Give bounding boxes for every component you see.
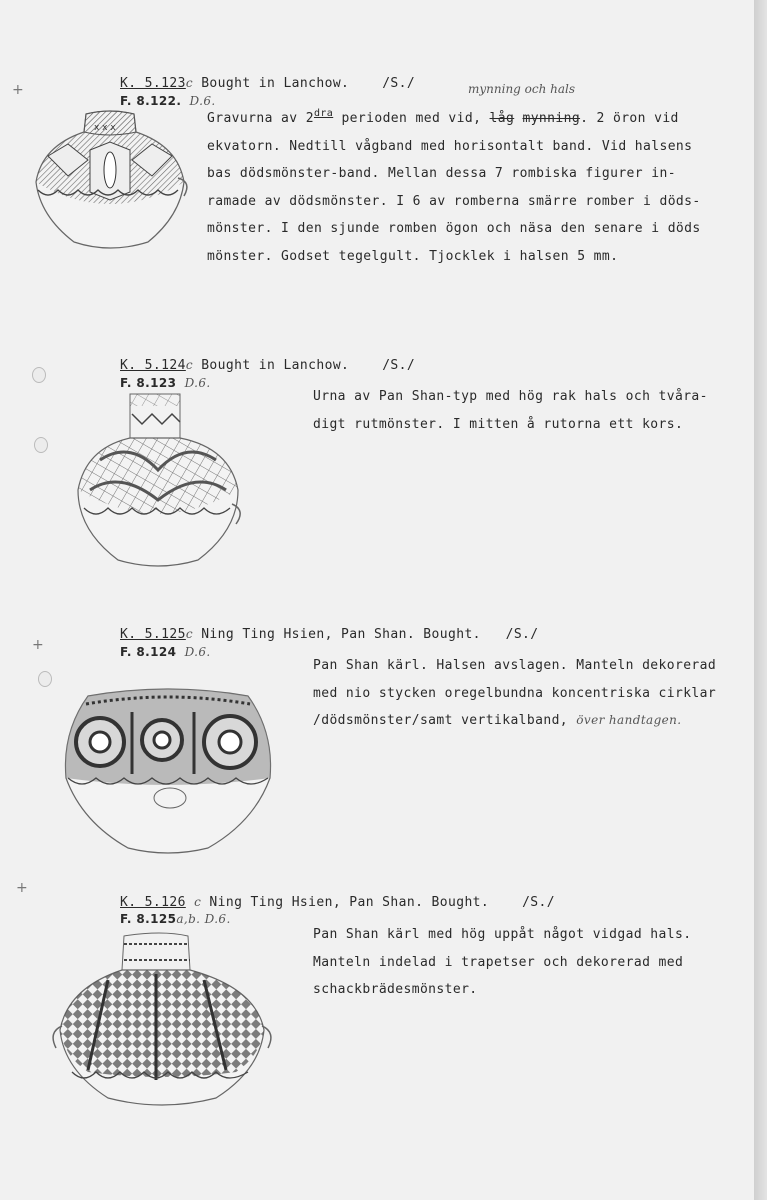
hand-note: D.6. [184, 376, 211, 390]
hand-note: a,b. D.6. [176, 912, 231, 926]
sign: /S./ [522, 895, 555, 910]
f-code: F. 8.124 [120, 645, 177, 659]
handwritten-annotation: över handtagen. [576, 713, 682, 727]
hand-note: D.6. [189, 94, 216, 108]
entry-header [120, 895, 555, 910]
description-line: Pan Shan kärl med hög uppåt något vidgad hals. [313, 927, 692, 942]
description-line: digt rutmönster. I mitten å rutorna ett kors. [313, 416, 684, 432]
description-line: ramade av dödsmönster. I 6 av romberna smärre romber i döds- [207, 193, 701, 209]
page-edge-shadow [754, 0, 767, 1200]
urn-2-drawing [70, 390, 246, 574]
k-code: K. 5.126 [120, 895, 186, 910]
f-code: F. 8.122. [120, 94, 182, 108]
entry-header [120, 627, 539, 642]
description-line: ekvatorn. Nedtill vågband med horisontalt band. Vid halsens [207, 138, 693, 154]
description-line: med nio stycken oregelbundna koncentriska cirklar [313, 685, 717, 701]
margin-cross-mark: + [32, 637, 44, 653]
entry-description [313, 383, 708, 438]
urn-4-drawing [48, 930, 278, 1112]
punch-hole [32, 367, 46, 383]
source: Ning Ting Hsien, Pan Shan. Bought. [209, 895, 490, 910]
k-code: K. 5.125 [120, 627, 186, 642]
sign: /S./ [382, 358, 416, 373]
margin-cross-mark: + [12, 82, 24, 98]
k-suffix: c [194, 895, 202, 909]
k-suffix: c [185, 358, 193, 372]
entry-header [120, 76, 415, 91]
k-suffix: c [185, 627, 193, 641]
svg-text:x x x: x x x [94, 123, 116, 133]
k-code: K. 5.124 [120, 358, 186, 373]
description-line: schackbrädesmönster. [313, 982, 478, 997]
description-line: mönster. Godset tegelgult. Tjocklek i halsen 5 mm. [207, 248, 619, 264]
hand-note: D.6. [184, 645, 211, 659]
sign: /S./ [505, 627, 539, 642]
f-code-line [120, 376, 211, 391]
entry-description [207, 100, 701, 270]
k-code: K. 5.123 [120, 76, 186, 91]
description-line: /dödsmönster/samt vertikalband, över handtagen. [313, 713, 682, 728]
description-line: Urna av Pan Shan-typ med hög rak hals och tvåra- [313, 389, 708, 404]
source: Ning Ting Hsien, Pan Shan. Bought. [201, 627, 481, 642]
entry-description [313, 921, 691, 1004]
description-line: Gravurna av $2^{dra}$ perioden med vid, låg mynning. 2 öron vid [207, 108, 679, 126]
source: Bought in Lanchow. [201, 76, 350, 91]
punch-hole [38, 671, 52, 687]
description-line: Manteln indelad i trapetser och dekorerad med [313, 954, 684, 970]
description-line: Pan Shan kärl. Halsen avslagen. Manteln dekorerad [313, 658, 717, 673]
f-code: F. 8.123 [120, 376, 177, 390]
entry-description [313, 652, 716, 735]
f-code-line [120, 645, 211, 660]
entry-header [120, 358, 415, 373]
f-code-line [120, 912, 231, 927]
source: Bought in Lanchow. [201, 358, 350, 373]
sign: /S./ [382, 76, 416, 91]
margin-cross-mark: + [16, 880, 28, 896]
k-suffix: c [185, 76, 193, 90]
handwritten-annotation: mynning och hals [468, 82, 576, 96]
urn-1-drawing [28, 104, 192, 254]
punch-hole [34, 437, 48, 453]
f-code: F. 8.125 [120, 912, 177, 926]
description-line: bas dödsmönster-band. Mellan dessa 7 rombiska figurer in- [207, 166, 676, 181]
description-line: mönster. I den sjunde romben ögon och näsa den senare i döds [207, 221, 701, 236]
urn-3-drawing [58, 682, 278, 858]
